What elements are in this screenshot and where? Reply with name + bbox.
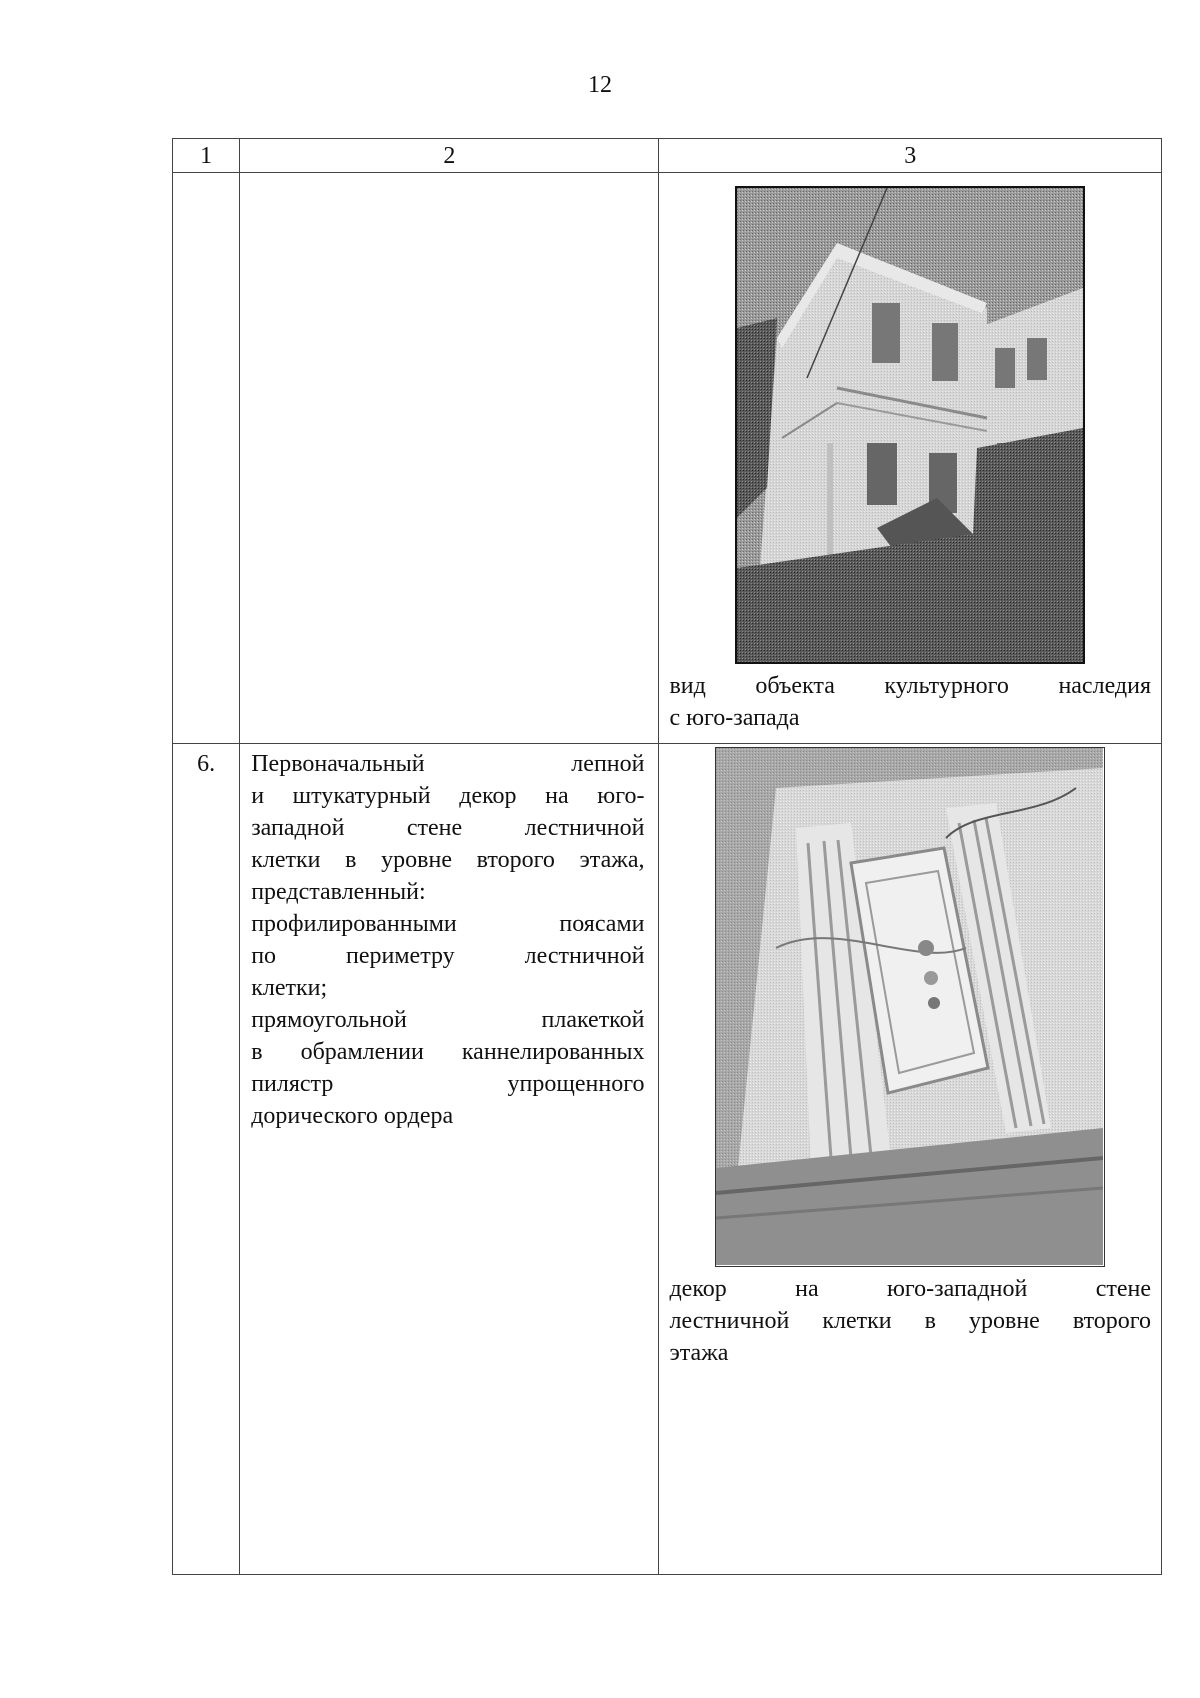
description-line-1: Первоначальный лепной [251, 751, 645, 777]
photo-caption-line-2: с юго-запада [669, 705, 800, 731]
monument-features-table [172, 138, 1162, 1575]
description-line-4: клетки в уровне второго этажа, [251, 847, 645, 873]
building-southwest-photo [735, 186, 1085, 664]
row-6-photo-cell [659, 744, 1162, 1575]
header-col-1: 1 [173, 139, 240, 173]
stairwell-decor-photo [715, 747, 1105, 1267]
header-col-2: 2 [240, 139, 659, 173]
table-row-6 [173, 744, 1162, 1575]
decor-caption-line-3: этажа [669, 1340, 729, 1366]
description-line-12: дорического ордера [251, 1103, 454, 1129]
description-line-9: прямоугольной плакеткой [251, 1007, 645, 1033]
row-photo-cell [659, 173, 1162, 744]
header-col-3: 3 [659, 139, 1162, 173]
row-description-cell-empty [240, 173, 659, 744]
row-number-cell-empty [173, 173, 240, 744]
description-line-8: клетки; [251, 975, 328, 1001]
row-number: 6. [173, 744, 240, 1575]
row-description-cell [240, 744, 659, 1575]
description-line-7: по периметру лестничной [251, 943, 645, 969]
description-line-6: профилированными поясами [251, 911, 645, 937]
decor-caption-line-2: лестничной клетки в уровне второго [669, 1308, 1151, 1334]
description-line-3: западной стене лестничной [251, 815, 645, 841]
description-line-11: пилястр упрощенного [251, 1071, 645, 1097]
description-line-10: в обрамлении каннелированных [251, 1039, 645, 1065]
decor-caption-line-1: декор на юго-западной стене [669, 1276, 1151, 1302]
page-number: 12 [588, 72, 612, 98]
description-line-2: и штукатурный декор на юго- [251, 783, 645, 809]
description-line-5: представленный: [251, 879, 426, 905]
table-header-row [173, 139, 1162, 173]
table-row-continued [173, 173, 1162, 744]
photo-caption-line-1: вид объекта культурного наследия [669, 673, 1151, 699]
